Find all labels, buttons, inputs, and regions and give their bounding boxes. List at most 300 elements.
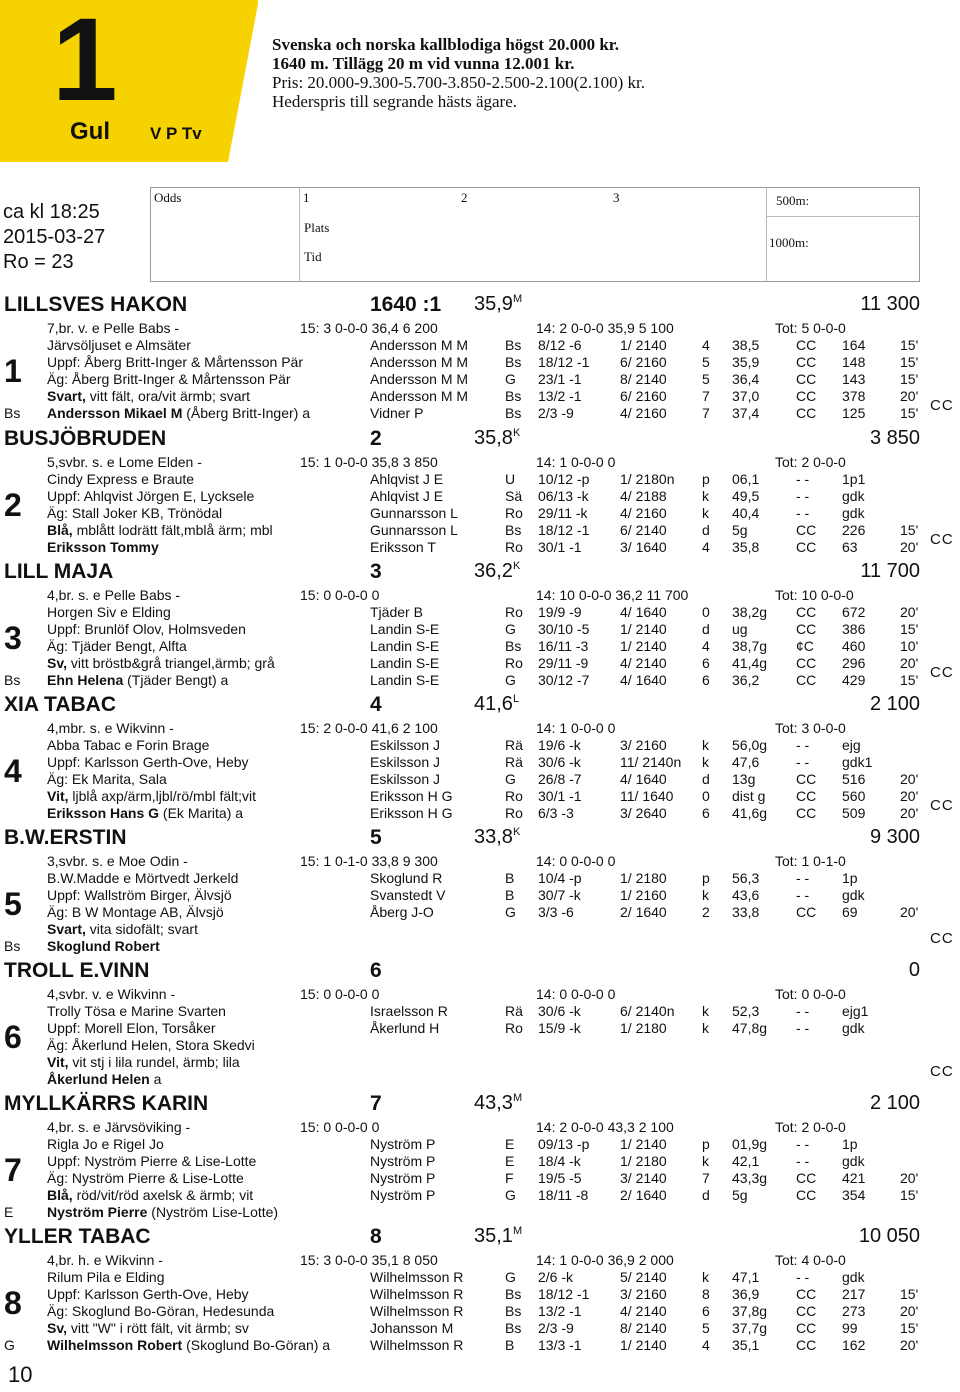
- start-time-km: 47,8g: [732, 1020, 768, 1036]
- start-info: [3, 200, 105, 275]
- start-driver: Vidner P: [370, 405, 424, 421]
- start-shoes: CC: [796, 655, 817, 671]
- start-time-km: 43,6: [732, 887, 760, 903]
- start-number: 3: [4, 620, 22, 656]
- stats-2014: 14: 0 0-0-0 0: [536, 853, 616, 869]
- start-odds: 378: [842, 388, 866, 404]
- start-time-km: dist g: [732, 788, 766, 804]
- start-odds: 162: [842, 1337, 866, 1353]
- racing-colors: [47, 388, 250, 404]
- start-distance-lane: 3/ 2160: [620, 1286, 667, 1302]
- start-first-prize: 20': [900, 805, 919, 821]
- entry-line: [0, 1037, 960, 1054]
- start-placing: k: [702, 1153, 709, 1169]
- horse-pedigree: 4,br. s. e Järvsöviking -: [47, 1119, 191, 1135]
- start-placing: k: [702, 754, 709, 770]
- start-track: E: [505, 1136, 515, 1152]
- start-number: 8: [4, 1285, 22, 1321]
- start-distance-lane: 4/ 2188: [620, 488, 667, 504]
- start-track: Bs: [505, 405, 522, 421]
- entry-line: [0, 1071, 960, 1088]
- breeder: Uppf: Morell Elon, Torsåker: [47, 1020, 216, 1036]
- entry-line: [0, 587, 960, 604]
- start-distance-lane: 1/ 2180: [620, 870, 667, 886]
- start-driver: Landin S-E: [370, 655, 440, 671]
- colors-rest: vit stj i lila rundel, ärmb; lila: [68, 1054, 240, 1070]
- start-odds: 1p: [842, 870, 858, 886]
- start-track: Bs: [505, 1320, 522, 1336]
- entry-line: [0, 986, 960, 1003]
- race-info-line-1: Svenska och norska kallblodiga högst 20.000 kr.: [272, 35, 620, 54]
- start-track: G: [505, 672, 516, 688]
- record-time: 33,8: [474, 826, 513, 848]
- dam: Abba Tabac e Forin Brage: [47, 737, 210, 753]
- start-first-prize: 10': [900, 638, 919, 654]
- start-odds: 148: [842, 354, 866, 370]
- start-shoes: CC: [796, 522, 817, 538]
- start-odds: 672: [842, 604, 866, 620]
- start-placing: d: [702, 771, 710, 787]
- start-time-km: 01,9g: [732, 1136, 768, 1152]
- start-odds: 421: [842, 1170, 866, 1186]
- start-date: 6/3 -3: [538, 805, 574, 821]
- start-distance-lane: 4/ 1640: [620, 771, 667, 787]
- start-time-km: 5g: [732, 522, 748, 538]
- start-odds: 460: [842, 638, 866, 654]
- shoe-icon: CC: [930, 797, 954, 814]
- entry-line: [0, 337, 960, 354]
- start-first-prize: 15': [900, 354, 919, 370]
- col-3-label: 3: [613, 190, 620, 205]
- trainer-driver: [47, 539, 159, 555]
- start-number: 1: [4, 353, 22, 389]
- start-date: 09/13 -p: [538, 1136, 590, 1152]
- shoe-icon: CC: [930, 930, 954, 947]
- driver-name: Andersson Mikael M: [47, 405, 183, 421]
- record: [474, 826, 520, 849]
- start-track: Bs: [505, 522, 522, 538]
- dam: Trolly Tösa e Marine Svarten: [47, 1003, 226, 1019]
- start-distance-lane: 3/ 2160: [620, 737, 667, 753]
- breeder: Uppf: Karlsson Gerth-Ove, Heby: [47, 1286, 249, 1302]
- entry-line: [0, 1136, 960, 1153]
- start-time-km: 37,7g: [732, 1320, 768, 1336]
- entry-line: [0, 371, 960, 388]
- shoe-info: Bs: [4, 938, 21, 954]
- entry-line: [0, 320, 960, 337]
- record-type: M: [512, 1225, 523, 1237]
- start-time-km: 37,0: [732, 388, 760, 404]
- colors-rest: röd/vit/röd axelsk & ärmb; vit: [72, 1187, 254, 1203]
- start-shoes: - -: [796, 1269, 810, 1285]
- start-driver: Nyström P: [370, 1187, 436, 1203]
- start-odds: 1p: [842, 1136, 858, 1152]
- start-time-km: 36,4: [732, 371, 760, 387]
- start-date: 18/11 -8: [538, 1187, 589, 1203]
- start-shoes: CC: [796, 371, 817, 387]
- record-time: 35,8: [474, 427, 513, 449]
- trainer-driver: [47, 805, 243, 821]
- horse-name: LILL MAJA: [4, 560, 114, 583]
- start-shoes: - -: [796, 471, 810, 487]
- start-placing: 4: [702, 539, 710, 555]
- start-odds: 217: [842, 1286, 866, 1302]
- start-placing: 4: [702, 638, 710, 654]
- total-prize: 9 300: [869, 826, 920, 848]
- horse-name: LILLSVES HAKON: [4, 293, 188, 316]
- stats-2015: 15: 0 0-0-0 0: [300, 587, 380, 603]
- start-distance-lane: 5/ 2140: [620, 1269, 667, 1285]
- odds-label: Odds: [154, 190, 182, 205]
- start-date: 2/6 -k: [538, 1269, 574, 1285]
- entry-line: [0, 354, 960, 371]
- start-placing: 5: [702, 371, 710, 387]
- start-track: Ro: [505, 539, 523, 555]
- start-shoes: CC: [796, 1303, 817, 1319]
- start-track: Sä: [505, 488, 523, 504]
- total-prize: 10 050: [858, 1225, 920, 1247]
- race-bet-types: V P Tv: [150, 124, 202, 143]
- driver-rest: (Skoglund Bo-Göran) a: [182, 1337, 331, 1353]
- start-first-prize: 15': [900, 522, 919, 538]
- record-type: K: [512, 560, 521, 572]
- colors-main: Svart,: [47, 921, 86, 937]
- owner: Äg: Nyström Pierre & Lise-Lotte: [47, 1170, 244, 1186]
- start-odds: ejg1: [842, 1003, 869, 1019]
- horse-name: BUSJÖBRUDEN: [4, 427, 167, 450]
- entry-line: [0, 720, 960, 737]
- start-driver: Nyström P: [370, 1136, 436, 1152]
- stats-total: Tot: 1 0-1-0: [775, 853, 846, 869]
- start-track: G: [505, 1269, 516, 1285]
- owner: Äg: Åkerlund Helen, Stora Skedvi: [47, 1037, 255, 1053]
- horse-pedigree: 4,svbr. v. e Wikvinn -: [47, 986, 176, 1002]
- trainer-driver: [47, 672, 228, 688]
- colors-rest: vita sidofält; svart: [85, 921, 198, 937]
- start-first-prize: 20': [900, 1303, 919, 1319]
- start-driver: Gunnarsson L: [370, 505, 458, 521]
- start-track: B: [505, 870, 515, 886]
- race-conditions: [272, 35, 645, 111]
- start-time-km: 38,7g: [732, 638, 768, 654]
- race-info-line-2: 1640 m. Tillägg 20 m vid vunna 12.001 kr.: [272, 54, 575, 73]
- start-driver: Eskilsson J: [370, 754, 441, 770]
- colors-main: Blå,: [47, 1187, 73, 1203]
- start-placing: d: [702, 621, 710, 637]
- entry-line: [0, 1187, 960, 1204]
- total-prize: 3 850: [869, 427, 920, 449]
- start-distance: 5: [370, 826, 382, 849]
- colors-rest: ljblå axp/ärm,ljbl/rö/mbl fält;vit: [68, 788, 257, 804]
- start-shoes: CC: [796, 621, 817, 637]
- start-distance-lane: 4/ 1640: [620, 604, 667, 620]
- start-placing: k: [702, 505, 709, 521]
- start-time: ca kl 18:25: [3, 201, 100, 223]
- owner: Äg: Ek Marita, Sala: [47, 771, 167, 787]
- start-shoes: - -: [796, 1020, 810, 1036]
- start-driver: Wilhelmsson R: [370, 1286, 464, 1302]
- entry-line: [0, 737, 960, 754]
- start-date: 18/12 -1: [538, 522, 590, 538]
- race-badge-shape: [0, 0, 258, 162]
- stats-2014: 14: 2 0-0-0 43,3 2 100: [536, 1119, 674, 1135]
- start-track: G: [505, 621, 516, 637]
- start-track: E: [505, 1153, 515, 1169]
- start-placing: 8: [702, 1286, 710, 1302]
- driver-rest: (Tjäder Bengt) a: [123, 672, 229, 688]
- entry-line: [0, 1054, 960, 1071]
- start-distance-lane: 2/ 1640: [620, 904, 667, 920]
- start-distance: 2: [370, 427, 382, 450]
- start-first-prize: 15': [900, 337, 919, 353]
- start-distance-lane: 4/ 1640: [620, 672, 667, 688]
- owner: Äg: Skoglund Bo-Göran, Hedesunda: [47, 1303, 275, 1319]
- start-shoes: CC: [796, 771, 817, 787]
- owner: Äg: Tjäder Bengt, Alfta: [47, 638, 187, 654]
- start-date: 19/9 -9: [538, 604, 582, 620]
- start-distance-lane: 1/ 2140: [620, 1337, 667, 1353]
- start-distance: 1640 :1: [370, 293, 442, 316]
- start-placing: 5: [702, 354, 710, 370]
- entry-line: [0, 1337, 960, 1354]
- dam: Horgen Siv e Elding: [47, 604, 171, 620]
- start-driver: Gunnarsson L: [370, 522, 458, 538]
- start-driver: Andersson M M: [370, 371, 469, 387]
- colors-main: Blå,: [47, 522, 73, 538]
- start-distance-lane: 6/ 2160: [620, 354, 667, 370]
- racing-colors: [47, 655, 275, 671]
- start-odds: ejg: [842, 737, 861, 753]
- start-date: 3/3 -6: [538, 904, 574, 920]
- start-placing: 7: [702, 388, 710, 404]
- stats-total: Tot: 2 0-0-0: [775, 1119, 846, 1135]
- dam: Järvsöljuset e Almsäter: [47, 337, 191, 353]
- dam: Rilum Pila e Elding: [47, 1269, 165, 1285]
- entry-line: [0, 938, 960, 955]
- shoe-icon: CC: [930, 397, 954, 414]
- start-date: 26/8 -7: [538, 771, 582, 787]
- record-type: K: [512, 826, 521, 838]
- start-first-prize: 15': [900, 405, 919, 421]
- start-odds: 63: [842, 539, 858, 555]
- start-shoes: ¢C: [796, 638, 814, 654]
- start-time-km: ug: [732, 621, 748, 637]
- entry-line: [0, 1269, 960, 1286]
- start-track: Bs: [505, 1303, 522, 1319]
- start-distance-lane: 2/ 1640: [620, 1187, 667, 1203]
- start-time-km: 52,3: [732, 1003, 760, 1019]
- start-distance: 6: [370, 959, 382, 982]
- entry-line: [0, 887, 960, 904]
- start-shoes: CC: [796, 388, 817, 404]
- start-track: Ro: [505, 604, 523, 620]
- entry-line: [0, 853, 960, 870]
- entry-line: [0, 904, 960, 921]
- start-placing: 2: [702, 904, 710, 920]
- start-shoes: - -: [796, 887, 810, 903]
- owner: Äg: B W Montage AB, Älvsjö: [47, 904, 224, 920]
- start-track: Rä: [505, 737, 523, 753]
- breeder: Uppf: Nyström Pierre & Lise-Lotte: [47, 1153, 257, 1169]
- stats-2014: 14: 0 0-0-0 0: [536, 986, 616, 1002]
- start-time-km: 38,5: [732, 337, 760, 353]
- start-number: 7: [4, 1152, 22, 1188]
- colors-main: Vit,: [47, 1054, 69, 1070]
- start-track: Ro: [505, 505, 523, 521]
- racing-colors: [47, 522, 273, 538]
- colors-main: Sv,: [47, 655, 67, 671]
- horse-pedigree: 4,mbr. s. e Wikvinn -: [47, 720, 174, 736]
- entry-line: [0, 672, 960, 689]
- colors-rest: vitt fält, ora/vit ärmb; svart: [85, 388, 251, 404]
- start-driver: Landin S-E: [370, 638, 440, 654]
- start-odds: 226: [842, 522, 866, 538]
- start-placing: k: [702, 1269, 709, 1285]
- start-date: 30/6 -k: [538, 1003, 581, 1019]
- record-time: 35,9: [474, 293, 513, 315]
- start-date: 13/3 -1: [538, 1337, 582, 1353]
- start-distance-lane: 4/ 2140: [620, 1303, 667, 1319]
- start-shoes: CC: [796, 1187, 817, 1203]
- dam: Cindy Express e Braute: [47, 471, 195, 487]
- start-shoes: CC: [796, 337, 817, 353]
- start-first-prize: 20': [900, 1337, 919, 1353]
- start-odds: 516: [842, 771, 866, 787]
- entry-line: [0, 638, 960, 655]
- driver-rest: (Ek Marita) a: [159, 805, 244, 821]
- start-track: B: [505, 1337, 515, 1353]
- start-distance-lane: 6/ 2160: [620, 388, 667, 404]
- entry-line: [0, 621, 960, 638]
- start-odds: 386: [842, 621, 866, 637]
- start-shoes: CC: [796, 904, 817, 920]
- record-time: 41,6: [474, 693, 513, 715]
- start-driver: Eriksson H G: [370, 788, 453, 804]
- shoe-info: Bs: [4, 672, 21, 688]
- start-date: 29/11 -9: [538, 655, 589, 671]
- total-prize: 2 100: [869, 693, 920, 715]
- start-odds: gdk: [842, 505, 865, 521]
- start-track: G: [505, 371, 516, 387]
- start-distance: 7: [370, 1092, 382, 1115]
- racing-colors: [47, 788, 256, 804]
- shoe-icon: CC: [930, 1063, 954, 1080]
- entry-line: [0, 771, 960, 788]
- start-odds: 143: [842, 371, 866, 387]
- record-type: M: [512, 293, 523, 305]
- stats-2014: 14: 10 0-0-0 36,2 11 700: [536, 587, 689, 603]
- record: [474, 693, 519, 716]
- entry-line: [0, 1303, 960, 1320]
- start-odds: gdk: [842, 1020, 865, 1036]
- entry-line: [0, 604, 960, 621]
- stats-2015: 15: 1 0-1-0 33,8 9 300: [300, 853, 438, 869]
- start-track: F: [505, 1170, 514, 1186]
- start-odds: gdk: [842, 887, 865, 903]
- start-distance-lane: 6/ 2140: [620, 522, 667, 538]
- colors-main: Svart,: [47, 388, 86, 404]
- start-placing: 0: [702, 604, 710, 620]
- start-driver: Wilhelmsson R: [370, 1337, 464, 1353]
- start-distance-lane: 3/ 1640: [620, 539, 667, 555]
- colors-rest: vitt bröstb&grå triangel,ärmb; grå: [66, 655, 275, 671]
- start-distance-lane: 4/ 2160: [620, 505, 667, 521]
- race-info-line-3: Pris: 20.000-9.300-5.700-3.850-2.500-2.100(2.100) kr.: [272, 73, 646, 92]
- start-time-km: 13g: [732, 771, 756, 787]
- start-distance-lane: 1/ 2140: [620, 638, 667, 654]
- entry-line: [0, 488, 960, 505]
- race-ro: Ro = 23: [3, 251, 74, 273]
- start-time-km: 37,8g: [732, 1303, 768, 1319]
- start-time-km: 35,1: [732, 1337, 760, 1353]
- entry-line: [0, 505, 960, 522]
- start-track: Bs: [505, 388, 522, 404]
- start-distance-lane: 1/ 2180: [620, 1153, 667, 1169]
- driver-rest: (Åberg Britt-Inger) a: [182, 405, 310, 421]
- start-distance-lane: 1/ 2140: [620, 337, 667, 353]
- stats-total: Tot: 3 0-0-0: [775, 720, 846, 736]
- start-odds: gdk1: [842, 754, 873, 770]
- entry-line: [0, 1020, 960, 1037]
- col-1-label: 1: [303, 190, 310, 205]
- driver-name: Skoglund Robert: [47, 938, 160, 954]
- start-date: 29/11 -k: [538, 505, 588, 521]
- entry-line: [0, 1252, 960, 1269]
- trainer-driver: [47, 938, 160, 954]
- tid-label: Tid: [304, 249, 322, 264]
- start-track: Bs: [505, 638, 522, 654]
- record-time: 35,1: [474, 1225, 513, 1247]
- stats-2015: 15: 2 0-0-0 41,6 2 100: [300, 720, 438, 736]
- start-odds: gdk: [842, 1153, 865, 1169]
- start-time-km: 38,2g: [732, 604, 768, 620]
- start-date: 30/1 -1: [538, 539, 582, 555]
- start-driver: Johansson M: [370, 1320, 454, 1336]
- start-shoes: CC: [796, 1337, 817, 1353]
- start-distance-lane: 11/ 2140n: [620, 754, 682, 770]
- horse-pedigree: 4,br. s. e Pelle Babs -: [47, 587, 181, 603]
- start-time-km: 42,1: [732, 1153, 760, 1169]
- start-first-prize: 15': [900, 1320, 919, 1336]
- start-driver: Eskilsson J: [370, 737, 441, 753]
- start-time-km: 5g: [732, 1187, 748, 1203]
- start-placing: 7: [702, 1170, 710, 1186]
- horse-name: TROLL E.VINN: [4, 959, 150, 982]
- start-track: Ro: [505, 1020, 523, 1036]
- start-driver: Skoglund R: [370, 870, 443, 886]
- start-date: 16/11 -3: [538, 638, 589, 654]
- plats-label: Plats: [304, 220, 330, 235]
- start-date: 18/12 -1: [538, 1286, 590, 1302]
- trainer-driver: [47, 1071, 161, 1087]
- start-shoes: CC: [796, 1170, 817, 1186]
- start-driver: Andersson M M: [370, 354, 469, 370]
- start-distance-lane: 4/ 2140: [620, 655, 667, 671]
- driver-name: Nyström Pierre: [47, 1204, 148, 1220]
- entry-line: [0, 539, 960, 556]
- start-first-prize: 15': [900, 371, 919, 387]
- start-shoes: CC: [796, 805, 817, 821]
- record: [474, 560, 520, 583]
- start-time-km: 40,4: [732, 505, 760, 521]
- start-shoes: CC: [796, 354, 817, 370]
- start-odds: 296: [842, 655, 866, 671]
- start-driver: Åberg J-O: [370, 904, 434, 920]
- start-driver: Nyström P: [370, 1153, 436, 1169]
- start-date: 2/3 -9: [538, 405, 574, 421]
- start-time-km: 41,6g: [732, 805, 768, 821]
- entry-line: [0, 405, 960, 422]
